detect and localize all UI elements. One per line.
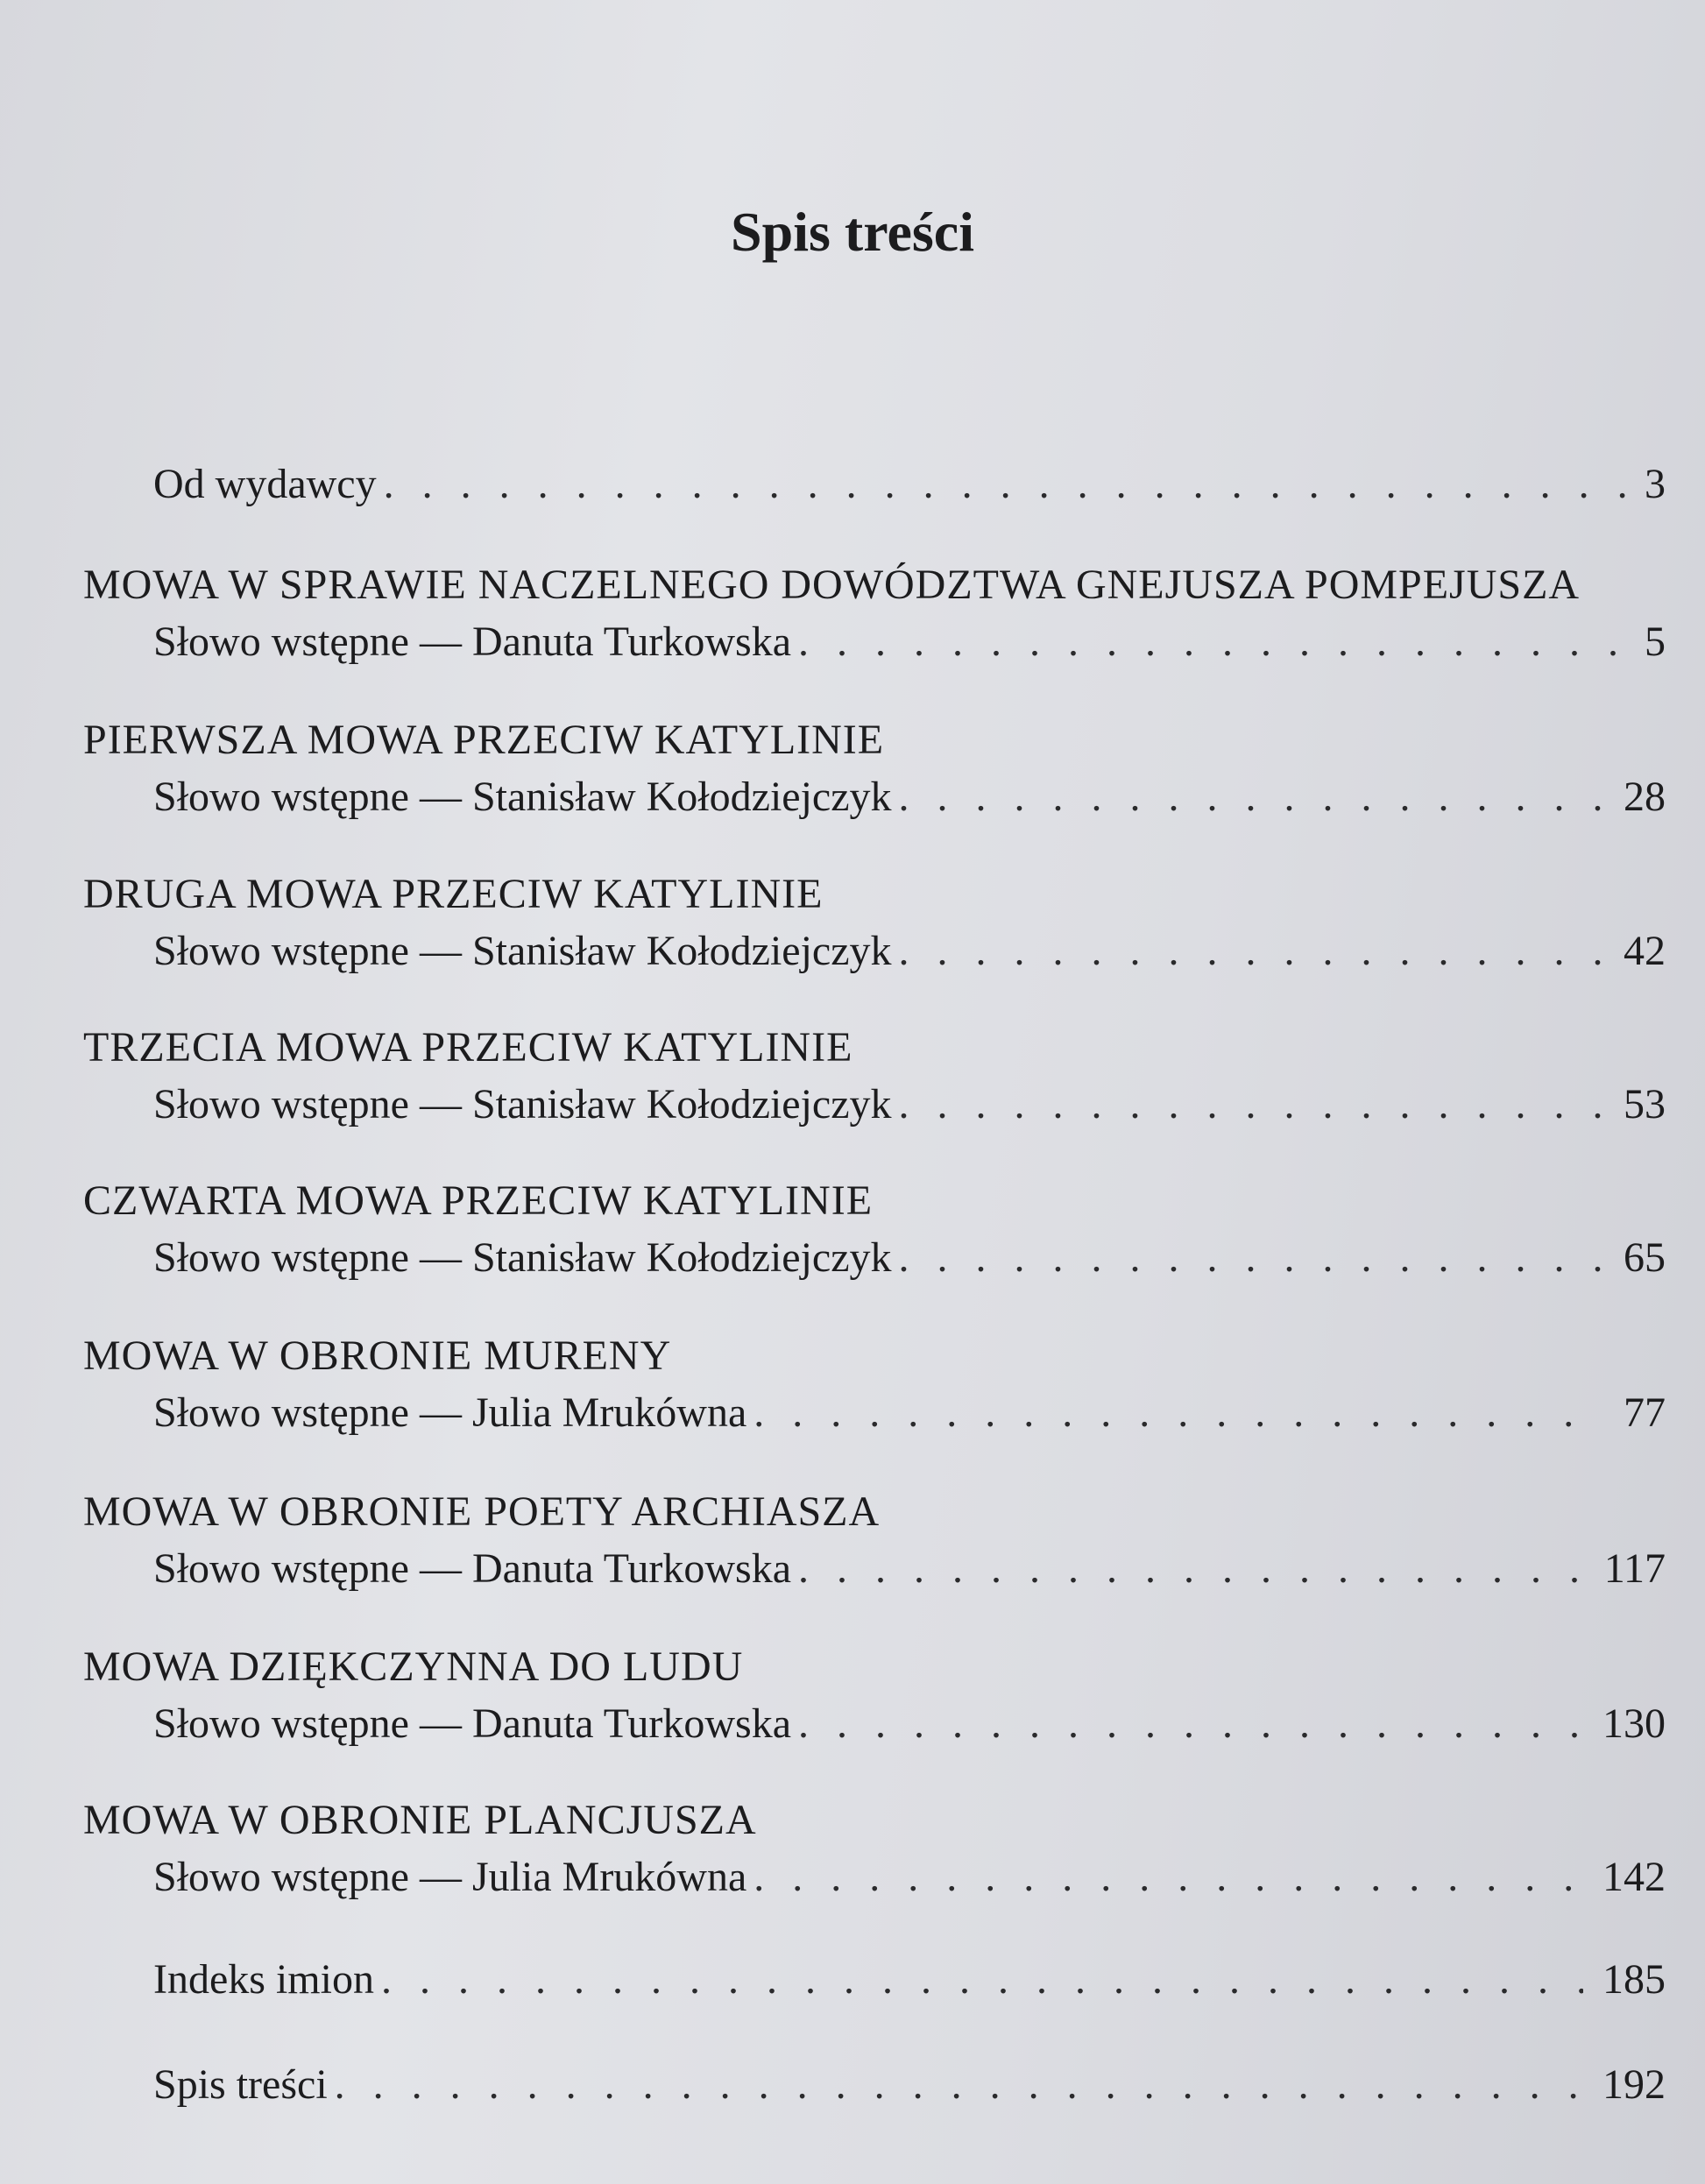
toc-page-number: 5 xyxy=(1645,618,1666,665)
toc-entry xyxy=(153,1853,1666,1901)
toc-page-number: 142 xyxy=(1602,1854,1666,1900)
toc-entry-label: Spis treści xyxy=(153,2061,328,2108)
section-heading: MOWA W OBRONIE POETY ARCHIASZA xyxy=(83,1488,881,1535)
toc-page-number: 3 xyxy=(1645,461,1666,507)
page-title: Spis treści xyxy=(731,201,974,263)
toc-entry-label: Słowo wstępne — Stanisław Kołodziejczyk xyxy=(153,1234,892,1281)
toc-entry-label: Słowo wstępne — Julia Mrukówna xyxy=(153,1854,747,1900)
toc-entry-label: Słowo wstępne — Danuta Turkowska xyxy=(153,1545,791,1592)
toc-entry-contents xyxy=(153,2060,1666,2109)
toc-page-number: 53 xyxy=(1624,1081,1666,1127)
toc-entry-label: Indeks imion xyxy=(153,1956,374,2003)
toc-page-number: 28 xyxy=(1624,774,1666,820)
dot-leader xyxy=(899,1080,1604,1128)
dot-leader xyxy=(798,618,1625,666)
section-heading: MOWA W SPRAWIE NACZELNEGO DOWÓDZTWA GNEJUSZA POMPEJUSZA xyxy=(83,562,1581,608)
toc-entry xyxy=(153,1544,1666,1593)
toc-entry-name-index xyxy=(153,1955,1666,2004)
dot-leader xyxy=(335,2060,1583,2109)
toc-entry-label: Słowo wstępne — Danuta Turkowska xyxy=(153,618,791,665)
section-heading: MOWA W OBRONIE MURENY xyxy=(83,1332,672,1379)
dot-leader xyxy=(798,1544,1585,1593)
toc-entry-label: Słowo wstępne — Danuta Turkowska xyxy=(153,1700,791,1747)
section-heading: DRUGA MOWA PRZECIW KATYLINIE xyxy=(83,871,824,917)
section-heading: MOWA W OBRONIE PLANCJUSZA xyxy=(83,1797,757,1843)
toc-page-number: 192 xyxy=(1602,2061,1666,2108)
toc-entry xyxy=(153,1700,1666,1748)
toc-page-number: 77 xyxy=(1624,1389,1666,1436)
dot-leader xyxy=(384,460,1625,508)
toc-entry-label: Słowo wstępne — Stanisław Kołodziejczyk xyxy=(153,1081,892,1127)
toc-entry xyxy=(153,1233,1666,1282)
toc-entry xyxy=(153,1389,1666,1437)
section-heading: MOWA DZIĘKCZYNNA DO LUDU xyxy=(83,1643,744,1690)
toc-entry xyxy=(153,927,1666,975)
toc-page-number: 65 xyxy=(1624,1234,1666,1281)
toc-entry-from-publisher xyxy=(153,460,1666,508)
toc-entry xyxy=(153,1080,1666,1128)
toc-entry-label: Słowo wstępne — Stanisław Kołodziejczyk xyxy=(153,928,892,974)
toc-entry-label: Słowo wstępne — Julia Mrukówna xyxy=(153,1389,747,1436)
dot-leader xyxy=(899,1233,1604,1282)
section-heading: PIERWSZA MOWA PRZECIW KATYLINIE xyxy=(83,717,885,763)
toc-entry-label: Słowo wstępne — Stanisław Kołodziejczyk xyxy=(153,774,892,820)
dot-leader xyxy=(798,1700,1583,1748)
toc-entry xyxy=(153,773,1666,821)
section-heading: TRZECIA MOWA PRZECIW KATYLINIE xyxy=(83,1024,853,1071)
dot-leader xyxy=(899,773,1604,821)
toc-entry xyxy=(153,618,1666,666)
toc-page-number: 42 xyxy=(1624,928,1666,974)
dot-leader xyxy=(753,1853,1583,1901)
dot-leader xyxy=(899,927,1604,975)
toc-entry-label: Od wydawcy xyxy=(153,461,377,507)
toc-page-number: 130 xyxy=(1602,1700,1666,1747)
dot-leader xyxy=(753,1389,1604,1437)
section-heading: CZWARTA MOWA PRZECIW KATYLINIE xyxy=(83,1177,874,1224)
toc-page-number: 117 xyxy=(1603,1545,1666,1592)
toc-page-number: 185 xyxy=(1602,1956,1666,2003)
dot-leader xyxy=(381,1955,1583,2004)
